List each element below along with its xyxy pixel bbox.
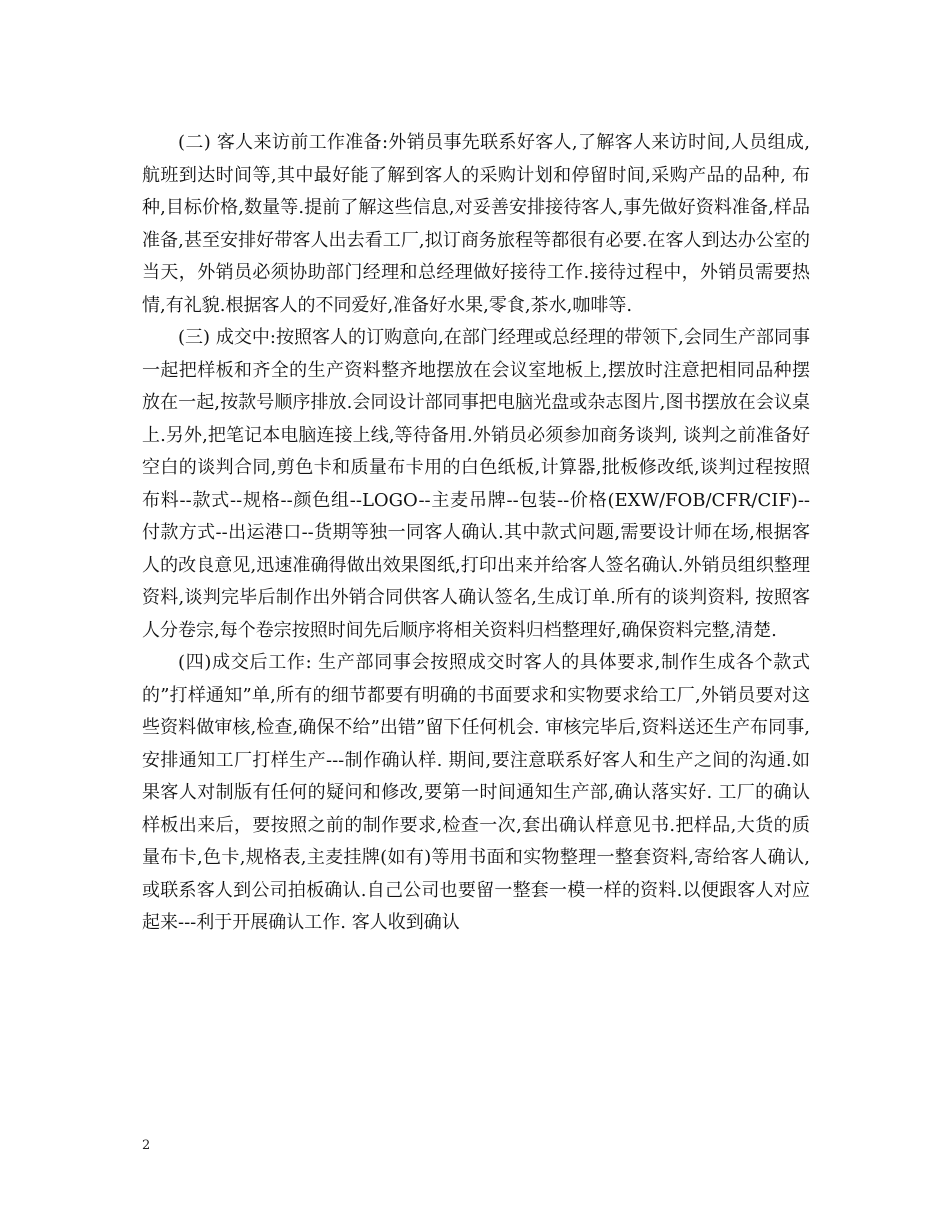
paragraph-during-deal: (三) 成交中:按照客人的订购意向,在部门经理或总经理的带领下,会同生产部同事一起把样板和齐全的生产资料整齐地摆放在会议室地板上,摆放时注意把相同品种摆放在一起,按款号顺序排放.会同设计部同事把电脑光盘或杂志图片,图书摆放在会议桌上.另外,把笔记本电脑连接上线,等待备用.外销员必须参加商务谈判, 谈判之前准备好空白的谈判合同,剪色卡和质量布卡用的白色纸板,计算器,批板修改纸,谈判过程按照布料--款式--规格--颜色组--LOGO--主麦吊牌--包装--价格(EXW/FOB/CFR/CIF)--付款方式--出运港口--货期等独一同客人确认.其中款式问题,需要设计师在场,根据客人的改良意见,迅速准确得做出效果图纸,打印出来并给客人签名确认.外销员组织整理资料,谈判完毕后制作出外销合同供客人确认签名,生成订单.所有的谈判资料, 按照客人分卷宗,每个卷宗按照时间先后顺序将相关资料归档整理好,确保资料完整,清楚. (142, 327, 810, 641)
paragraph-pre-visit-preparation: (二) 客人来访前工作准备:外销员事先联系好客人,了解客人来访时间,人员组成,航班到达时间等,其中最好能了解到客人的采购计划和停留时间,采购产品的品种, 布种,目标价格,数量等.提前了解这些信息,对妥善安排接待客人,事先做好资料准备,样品准备,甚至安排好带客人出去看工厂,拟订商务旅程等都很有必要.在客人到达办公室的当天，外销员必须协助部门经理和总经理做好接待工作.接待过程中，外销员需要热情,有礼貌.根据客人的不同爱好,准备好水果,零食,茶水,咖啡等. (142, 132, 810, 316)
paragraph-after-deal: (四)成交后工作: 生产部同事会按照成交时客人的具体要求,制作生成各个款式的”打样通知”单,所有的细节都要有明确的书面要求和实物要求给工厂,外销员要对这些资料做审核,检查,确保不给”出错”留下任何机会. 审核完毕后,资料送还生产布同事,安排通知工厂打样生产---制作确认样. 期间,要注意联系好客人和生产之间的沟通.如果客人对制版有任何的疑问和修改,要第一时间通知生产部,确认落实好. 工厂的确认样板出来后，要按照之前的制作要求,检查一次,套出确认样意见书.把样品,大货的质量布卡,色卡,规格表,主麦挂牌(如有)等用书面和实物整理一整套资料,寄给客人确认,或联系客人到公司拍板确认.自己公司也要留一整套一模一样的资料.以便跟客人对应起来---利于开展确认工作. 客人收到确认 (142, 652, 810, 933)
document-body (142, 127, 810, 940)
page-number: 2 (142, 1138, 151, 1153)
